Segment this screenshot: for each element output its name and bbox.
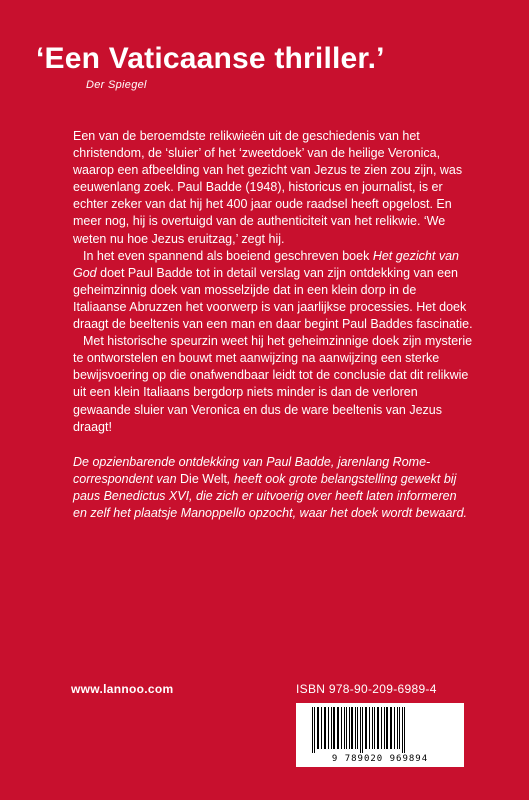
barcode-bar (349, 707, 350, 749)
barcode-bar (317, 707, 319, 749)
paragraph-2-start: In het even spannend als boeiend geschreven boek (83, 248, 373, 263)
barcode-bar (344, 707, 345, 749)
barcode-bar (374, 707, 375, 749)
barcode-bar (321, 707, 322, 749)
isbn-label: ISBN 978-90-209-6989-4 (296, 682, 437, 696)
barcode-bar (404, 707, 405, 753)
barcode-bar (394, 707, 395, 749)
barcode-bar (362, 707, 363, 753)
quote-source: Der Spiegel (86, 79, 147, 91)
barcode-bar (397, 707, 398, 749)
headline-quote: ‘Een Vaticaanse thriller.’ (36, 42, 385, 75)
barcode-bar (355, 707, 356, 749)
barcode-bar (337, 707, 339, 749)
barcode-bar (324, 707, 326, 749)
closing-end: , heeft ook grote belangstelling gewekt bij paus Benedictus XVI, die zich er uitvoerig over heeft laten informeren en zelf het plaatsje Manoppello opzocht, waar het doek wordt bewaard. (73, 471, 467, 520)
barcode-bar (357, 707, 358, 749)
barcode-bar (390, 707, 392, 749)
barcode-bar (402, 707, 403, 753)
closing-paragraph (73, 454, 473, 522)
barcode-bars (310, 707, 450, 753)
barcode-bar (381, 707, 382, 749)
barcode-bar (331, 707, 332, 749)
barcode-bar (386, 707, 388, 749)
closing-start: De opzienbarende ontdekking van Paul Badde, jarenlang Rome-correspondent van (73, 454, 431, 486)
barcode-bar (328, 707, 329, 749)
barcode-bar (369, 707, 370, 749)
barcode-bar (351, 707, 353, 749)
paragraph-2-end: doet Paul Badde tot in detail verslag van zijn ontdekking van een geheimzinnig doek van mosselzijde dat in een klein dorp in de Italiaanse Abruzzen het voorwerp is van jaarlijkse processies. Het doek draagt de beeltenis van een man en daar begint Paul Baddes fascinatie. (73, 265, 473, 332)
barcode-bar (384, 707, 385, 749)
blurb-text (73, 128, 473, 522)
barcode-bar (372, 707, 373, 749)
blurb-paragraph-3: Met historische speurzin weet hij het geheimzinnige doek zijn mysterie te ontworstelen en bouwt met aanwijzing na aanwijzing een sterke bewijsvoering op die onafwendbaar leidt tot de conclusie dat dit relikwie uit een klein Italiaans bergdorp niets minder is dan de verloren gewaande sluier van Veronica en dus de ware beeltenis van Jezus draagt! (73, 334, 473, 434)
barcode-bar (360, 707, 361, 753)
blurb-paragraph-2 (73, 248, 473, 333)
book-title: Het gezicht van God (73, 248, 459, 280)
newspaper-name: Die Welt (180, 471, 228, 486)
barcode-bar (346, 707, 347, 749)
barcode-bar (312, 707, 313, 753)
barcode-bar (399, 707, 400, 749)
barcode-bar (333, 707, 335, 749)
barcode-number: 9 789020 969894 (331, 754, 429, 764)
barcode-bar (314, 707, 315, 753)
barcode-bar (365, 707, 367, 749)
publisher-website: www.lannoo.com (71, 682, 174, 696)
blurb-paragraph-1: Een van de beroemdste relikwieën uit de geschiedenis van het christendom, de ‘sluier’ of het ‘zweetdoek’ van de heilige Veronica, waarop een afbeelding van het gezicht van Jezus te zien zou zijn, was eeuwenlang zoek. Paul Badde (1948), historicus en journalist, is er echter zeker van dat hij het 400 jaar oude raadsel heeft opgelost. En meer nog, hij is overtuigd van de authenticiteit van het relikwie. ‘We weten nu hoe Jezus eruitzag,’ zegt hij. (73, 129, 463, 246)
barcode (296, 703, 464, 767)
barcode-bar (377, 707, 379, 749)
barcode-bar (341, 707, 342, 749)
